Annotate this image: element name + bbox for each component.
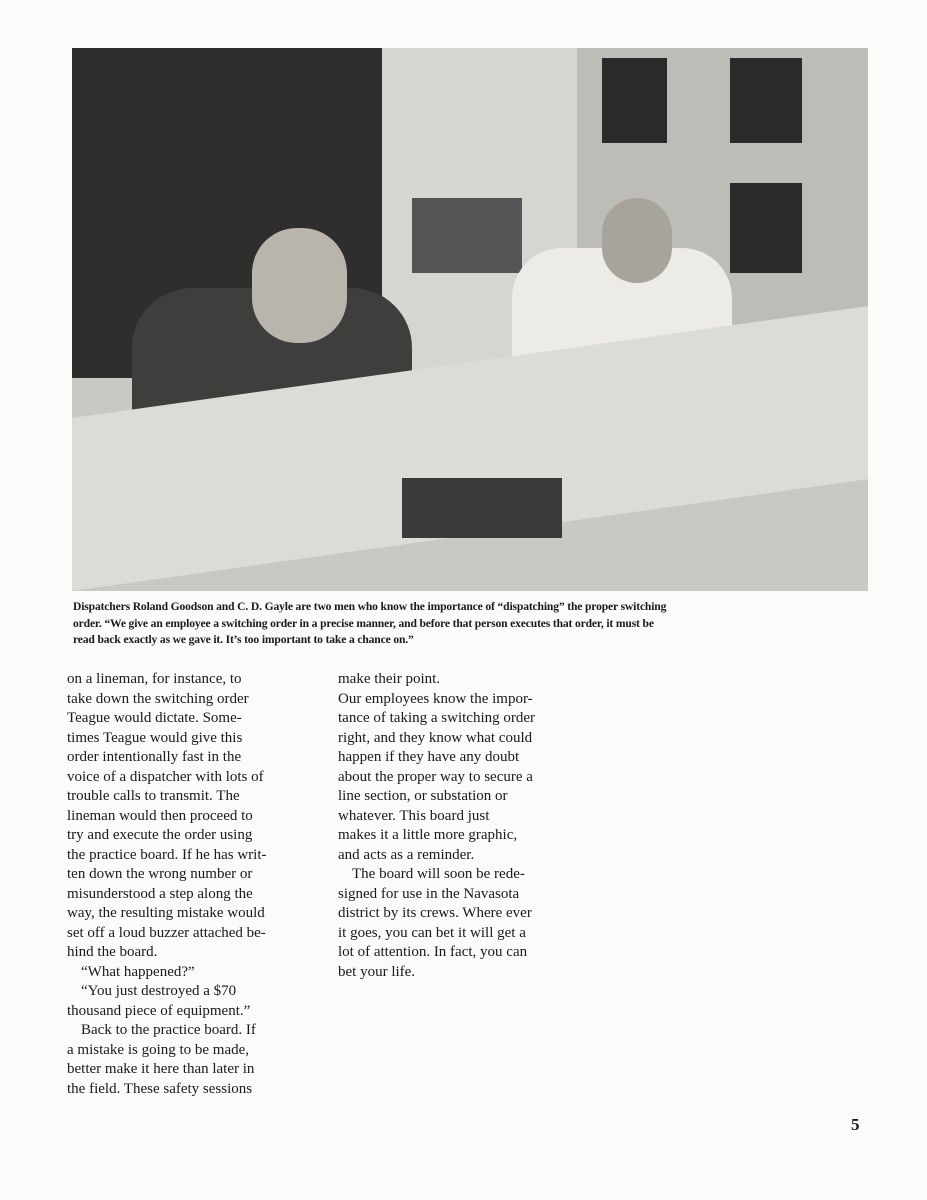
text-line: voice of a dispatcher with lots of [67, 768, 264, 785]
text-line: The board will soon be rede- [352, 866, 525, 882]
text-line: Our employees know the impor- [338, 690, 533, 707]
text-line: trouble calls to transmit. The [67, 788, 240, 804]
text-line: hind the board. [67, 944, 158, 960]
text-line: better make it here than later in [67, 1061, 255, 1077]
text-line: the field. These safety sessions [67, 1080, 253, 1097]
caption-line: Dispatchers Roland Goodson and C. D. Gayle are two men who know the importance of “dispatching” the proper switching [73, 600, 667, 613]
text-line: district by its crews. Where ever [338, 905, 532, 921]
text-line: makes it a little more graphic, [338, 827, 518, 843]
caption-line: read back exactly as we gave it. It’s too important to take a chance on.” [73, 633, 414, 646]
text-line: it goes, you can bet it will get a [338, 924, 526, 941]
body-column-1 [67, 670, 317, 1099]
text-line: times Teague would give this [67, 729, 243, 746]
photo-caption [73, 599, 833, 649]
text-line: Back to the practice board. If [81, 1022, 256, 1038]
text-line: lot of attention. In fact, you can [338, 944, 528, 960]
text-line: the practice board. If he has writ- [67, 846, 267, 863]
text-line: bet your life. [338, 963, 416, 980]
text-line: tance of taking a switching order [338, 710, 536, 726]
text-line: way, the resulting mistake would [67, 905, 265, 921]
panel-meter [730, 58, 802, 143]
text-line: a mistake is going to be made, [67, 1041, 250, 1058]
text-line: thousand piece of equipment.” [67, 1002, 251, 1019]
text-line: ten down the wrong number or [67, 866, 253, 882]
text-line: set off a loud buzzer attached be- [67, 924, 266, 941]
dispatchers-photo [72, 48, 868, 591]
text-line: order intentionally fast in the [67, 749, 242, 765]
text-line: right, and they know what could [338, 729, 533, 746]
text-line: lineman would then proceed to [67, 807, 253, 824]
body-column-2 [338, 670, 588, 982]
text-line: “What happened?” [81, 963, 195, 980]
text-line: Teague would dictate. Some- [67, 710, 242, 726]
monitor [412, 198, 522, 273]
text-line: make their point. [338, 671, 441, 687]
text-line: about the proper way to secure a [338, 768, 533, 785]
text-line: on a lineman, for instance, to [67, 671, 242, 687]
panel-meter [602, 58, 667, 143]
caption-line: order. “We give an employee a switching order in a precise manner, and before that person executes that order, it must be [73, 616, 654, 630]
text-line: try and execute the order using [67, 827, 253, 843]
text-line: signed for use in the Navasota [338, 885, 520, 902]
text-line: whatever. This board just [338, 807, 490, 824]
page-number: 5 [851, 1115, 860, 1134]
text-line: line section, or substation or [338, 788, 508, 804]
console [402, 478, 562, 538]
text-line: happen if they have any doubt [338, 749, 520, 765]
head [252, 228, 347, 343]
text-line: “You just destroyed a $70 [81, 983, 237, 999]
text-line: misunderstood a step along the [67, 885, 253, 902]
panel-meter [730, 183, 802, 273]
head [602, 198, 672, 283]
text-line: and acts as a reminder. [338, 846, 475, 863]
text-line: take down the switching order [67, 690, 249, 707]
